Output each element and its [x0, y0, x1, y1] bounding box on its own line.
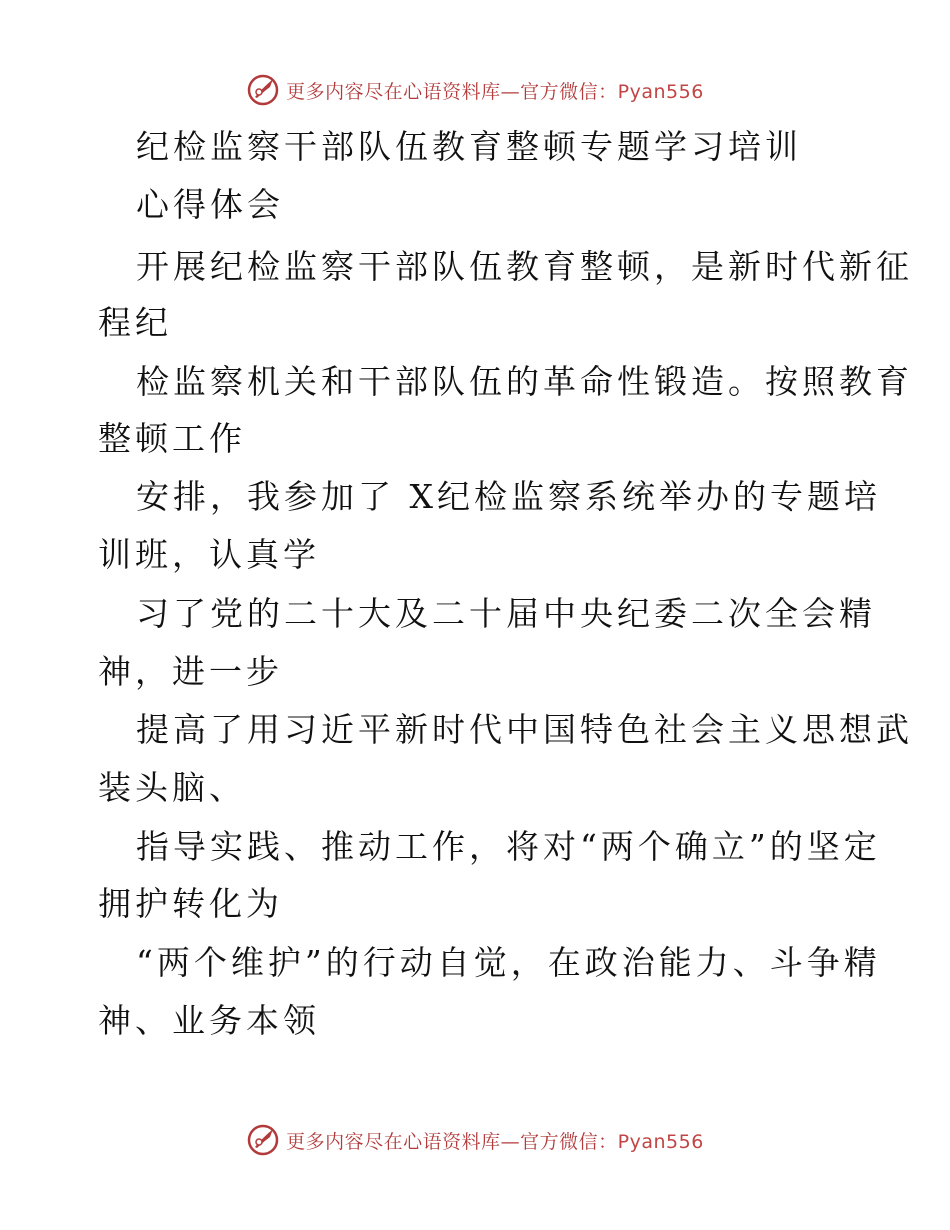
paragraph-line: 开展纪检监察干部队伍教育整顿，是新时代新征 — [136, 247, 913, 286]
paragraph-line: 程纪 — [98, 303, 172, 342]
document-title-line-2: 心得体会 — [136, 185, 284, 224]
paragraph-line: 神、业务本领 — [98, 1001, 320, 1040]
paragraph-line: 拥护转化为 — [98, 884, 283, 923]
paragraph-line: 整顿工作 — [98, 419, 246, 458]
watermark-label: 更多内容尽在心语资料库—官方微信： — [286, 80, 618, 103]
paragraph-line: 指导实践、推动工作，将对“两个确立”的坚定 — [136, 827, 881, 866]
paragraph-line: “两个维护”的行动自觉，在政治能力、斗争精 — [136, 943, 881, 982]
quill-seal-icon — [246, 73, 280, 107]
paragraph-line: 提高了用习近平新时代中国特色社会主义思想武 — [136, 710, 913, 749]
watermark-wechat-id: Pyan556 — [617, 80, 704, 103]
watermark-text — [286, 77, 704, 104]
paragraph-line: 神，进一步 — [98, 652, 283, 691]
watermark-text — [286, 1127, 704, 1154]
paragraph-line: 检监察机关和干部队伍的革命性锻造。按照教育 — [136, 362, 913, 401]
watermark-wechat-id: Pyan556 — [617, 1130, 704, 1153]
quill-seal-icon — [246, 1123, 280, 1157]
paragraph-line: 装头脑、 — [98, 768, 246, 807]
paragraph-line: 训班，认真学 — [98, 535, 320, 574]
document-title-line-1: 纪检监察干部队伍教育整顿专题学习培训 — [136, 127, 802, 166]
watermark-label: 更多内容尽在心语资料库—官方微信： — [286, 1130, 618, 1153]
paragraph-line: 安排，我参加了 X纪检监察系统举办的专题培 — [136, 477, 881, 516]
header-watermark — [0, 70, 950, 110]
footer-watermark — [0, 1120, 950, 1160]
paragraph-line: 习了党的二十大及二十届中央纪委二次全会精 — [136, 594, 876, 633]
